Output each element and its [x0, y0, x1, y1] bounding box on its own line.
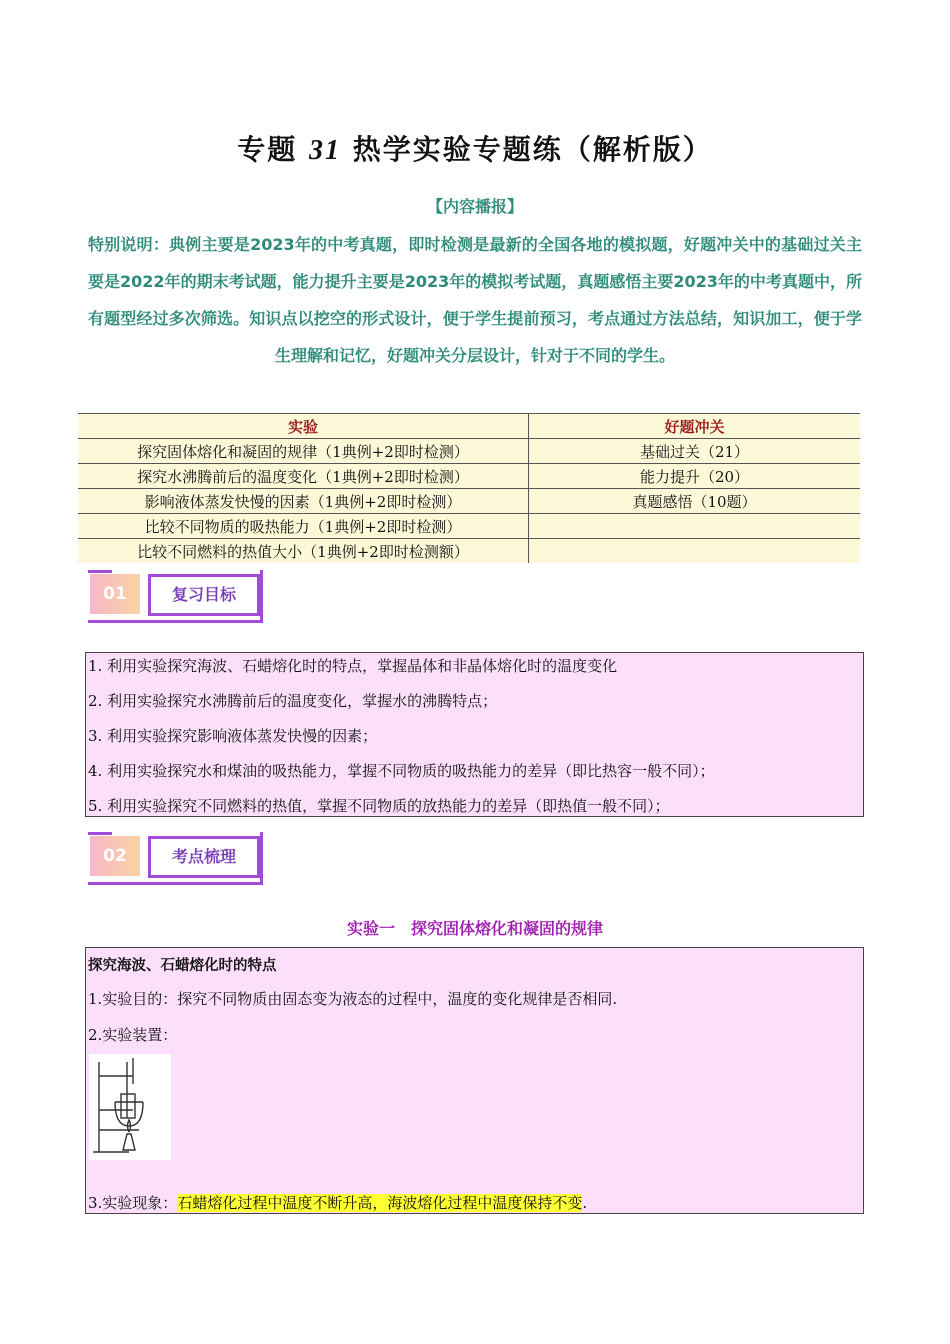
phenomenon-label: 3.实验现象： — [88, 1194, 178, 1212]
experiment-phenomenon — [88, 1192, 587, 1213]
table-header-row — [78, 414, 860, 439]
title-number: 31 — [309, 135, 341, 166]
title-prefix: 专题 — [237, 133, 298, 166]
table-row — [78, 464, 860, 489]
experiment-purpose: 1.实验目的：探究不同物质由固态变为液态的过程中，温度的变化规律是否相同. — [88, 990, 618, 1008]
badge-label: 复习目标 — [148, 574, 260, 616]
table-cell: 能力提升（20） — [529, 464, 861, 489]
table-header-practice: 好题冲关 — [529, 414, 861, 439]
notice-body: 特别说明：典例主要是2023年的中考真题，即时检测是最新的全国各地的模拟题，好题冲关中的基础过关主要是2022年的期末考试题，能力提升主要是2023年的模拟考试题，真题感悟主要2023年的中考真题中，所有题型经过多次筛选。知识点以挖空的形式设计，便于学生提前预习，考点通过方法总结，知识加工，便于学生理解和记忆，好题冲关分层设计，针对于不同的学生。 — [88, 235, 862, 365]
table-cell: 探究水沸腾前后的温度变化（1典例+2即时检测） — [78, 464, 529, 489]
phenomenon-end: . — [582, 1194, 588, 1212]
table-cell — [529, 514, 861, 539]
badge-corner — [88, 570, 112, 573]
table-row — [78, 539, 860, 564]
goal-item: 3. 利用实验探究影响液体蒸发快慢的因素； — [88, 727, 378, 745]
table-row — [78, 439, 860, 464]
experiment-subhead: 探究海波、石蜡熔化时的特点 — [88, 958, 277, 974]
table-cell: 真题感悟（10题） — [529, 489, 861, 514]
section-badge-review-goals — [88, 570, 268, 624]
goal-item: 1. 利用实验探究海波、石蜡熔化时的特点，掌握晶体和非晶体熔化时的温度变化 — [88, 657, 618, 675]
table-cell: 基础过关（21） — [529, 439, 861, 464]
table-cell: 比较不同燃料的热值大小（1典例+2即时检测额） — [78, 539, 529, 564]
title-suffix: 热学实验专题练（解析版） — [352, 133, 713, 166]
experiment-box — [85, 947, 864, 1214]
page-title — [0, 128, 950, 168]
table-cell: 比较不同物质的吸热能力（1典例+2即时检测） — [78, 514, 529, 539]
badge-label: 考点梳理 — [148, 836, 260, 878]
badge-corner — [88, 832, 112, 835]
overview-table — [78, 413, 860, 563]
table-cell: 影响液体蒸发快慢的因素（1典例+2即时检测） — [78, 489, 529, 514]
table-cell: 探究固体熔化和凝固的规律（1典例+2即时检测） — [78, 439, 529, 464]
notice-header: 【内容播报】 — [426, 197, 523, 216]
table-row — [78, 489, 860, 514]
section-badge-key-points — [88, 832, 268, 886]
experiment-title: 实验一 探究固体熔化和凝固的规律 — [346, 919, 603, 938]
apparatus-diagram-icon — [89, 1054, 171, 1160]
table-header-experiment: 实验 — [78, 414, 529, 439]
goal-item: 5. 利用实验探究不同燃料的热值，掌握不同物质的放热能力的差异（即热值一般不同）； — [88, 797, 670, 815]
table-row — [78, 514, 860, 539]
experiment-apparatus-label: 2.实验装置： — [88, 1026, 178, 1044]
table-cell — [529, 539, 861, 564]
apparatus-figure — [89, 1054, 171, 1160]
phenomenon-highlight: 石蜡熔化过程中温度不断升高，海波熔化过程中温度保持不变 — [177, 1194, 583, 1212]
goal-item: 4. 利用实验探究水和煤油的吸热能力，掌握不同物质的吸热能力的差异（即比热容一般不同）； — [88, 762, 715, 780]
badge-number: 01 — [90, 574, 140, 614]
goal-item: 2. 利用实验探究水沸腾前后的温度变化，掌握水的沸腾特点； — [88, 692, 498, 710]
review-goals-box — [85, 652, 864, 817]
badge-number: 02 — [90, 836, 140, 876]
